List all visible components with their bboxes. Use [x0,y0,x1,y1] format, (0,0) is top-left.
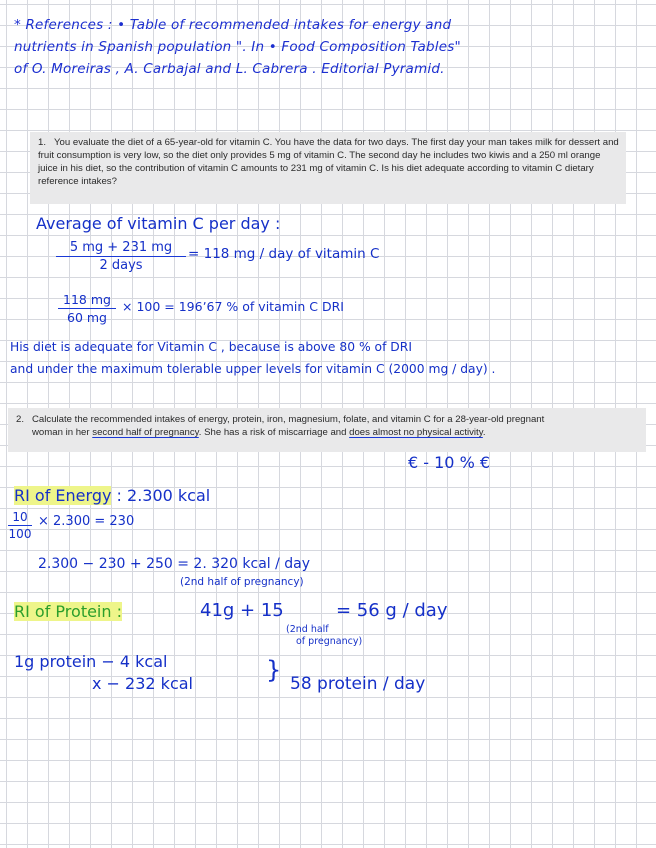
fraction-2-result: × 100 = 196ʼ67 % of vitamin C DRI [122,299,344,314]
protein-expression: 41g + 15 [200,600,284,621]
underline-second-half: second half of pregnancy [92,427,199,438]
question-2-text-b3: . [482,427,486,438]
question-2-line-1 [16,413,640,426]
question-2-box [8,408,646,452]
references-line-3: of O. Moreiras , A. Carbajal and L. Cabrera . Editorial Pyramid. [14,61,445,77]
protein-note-2: of pregnancy) [296,636,363,647]
question-2-text-b1: woman in her [32,427,93,438]
question-2-number: 2. [16,414,25,425]
fraction-1-numerator: 5 mg + 231 mg [69,240,173,255]
energy-calculation: × 2.300 = 230 [38,514,135,529]
e-fraction-denominator: 100 [8,527,32,541]
fraction-1-denominator: 2 days [99,258,143,273]
answer-1-heading: Average of vitamin C per day : [36,214,281,233]
question-2-text-b2: . She has a risk of miscarriage and [198,427,350,438]
energy-total-note: (2nd half of pregnancy) [180,576,304,588]
fraction-1-result: = 118 mg / day of vitamin C [188,246,380,262]
energy-total: 2.300 − 230 + 250 = 2. 320 kcal / day [38,556,311,572]
references-note [14,14,461,80]
references-line-2: nutrients in Spanish population ". In • Food Composition Tables" [14,39,461,55]
conversion-line-1: 1g protein − 4 kcal [14,652,168,671]
conversion-line-2: x − 232 kcal [92,674,193,693]
fraction-dri-percent [58,292,116,325]
answer-1-conclusion-line-1: His diet is adequate for Vitamin C , because is above 80 % of DRI [10,340,412,354]
protein-line [14,602,122,621]
e-fraction-bar [8,525,32,526]
energy-value: : 2.300 kcal [116,486,211,505]
references-line-1: * References : • Table of recommended intakes for energy and [14,17,452,33]
question-1-box [30,132,626,204]
question-2-line-2 [16,426,640,439]
fraction-2-bar [58,308,116,309]
fraction-2-denominator: 60 mg [67,310,107,325]
energy-label: RI of Energy [14,486,112,505]
protein-label: RI of Protein : [14,602,122,621]
answer-2-note: € - 10 % € [408,453,491,472]
question-2-text-a: Calculate the recommended intakes of energy, protein, iron, magnesium, folate, and vitamin C for a 28-year-old pregnant [32,414,545,425]
energy-line [14,486,210,505]
question-1-number: 1. [38,137,47,148]
fraction-2-numerator: 118 mg [63,292,111,307]
protein-note-1: (2nd half [286,624,329,635]
answer-1-conclusion-line-2: and under the maximum tolerable upper levels for vitamin C (2000 mg / day) . [10,362,496,376]
fraction-vitamin-c-average [56,240,186,273]
underline-physical-activity: does almost no physical activity [349,427,483,438]
conversion-brace: } [266,656,282,684]
fraction-ten-percent [8,510,32,541]
fraction-1-bar [56,256,186,257]
question-1-text: You evaluate the diet of a 65-year-old for vitamin C. You have the data for two days. The first day your man takes milk for dessert and fruit consumption is very low, so the diet only provides 5 mg of vitamin C. The second day he includes two kiwis and a 250 ml orange juice in his diet, so the contribution of vitamin C amounts to 231 mg of vitamin C. Is his diet adequate according to vitamin C dietary reference intakes? [38,137,619,187]
e-fraction-numerator: 10 [12,510,28,524]
protein-result: = 56 g / day [336,600,448,621]
conversion-result: 58 protein / day [290,674,426,694]
